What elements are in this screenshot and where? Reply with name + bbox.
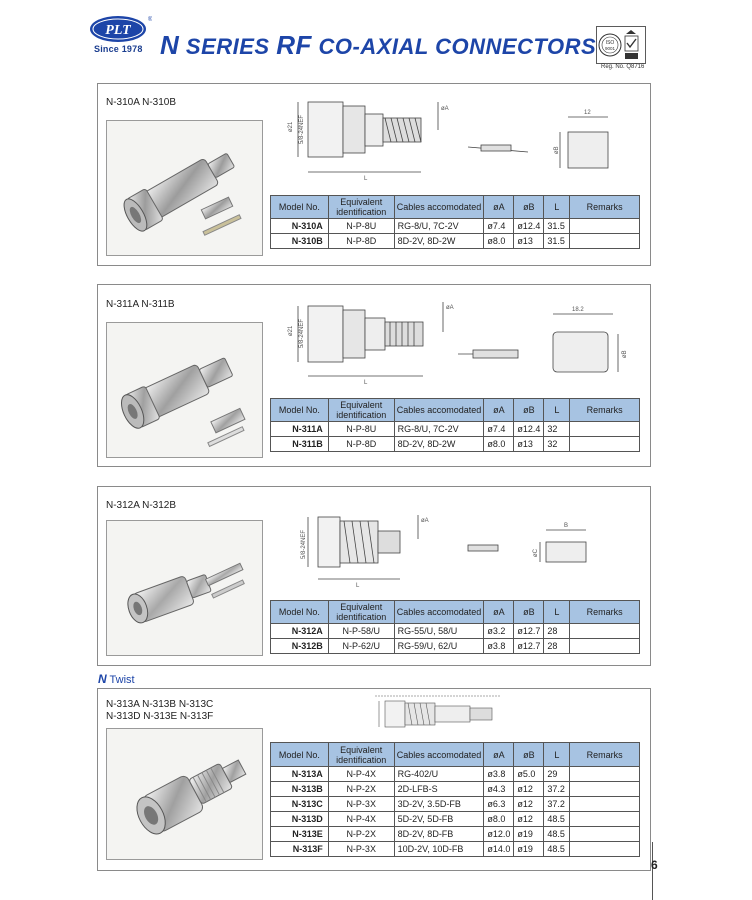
dim-label: 5/8-24NEF: [301, 529, 307, 559]
header-length: L: [544, 399, 570, 422]
cell-l: 48.5: [544, 842, 570, 857]
header-phi-b: øB: [514, 743, 544, 767]
header-remarks: Remarks: [570, 399, 640, 422]
header-remarks: Remarks: [570, 743, 640, 767]
cell-b: ø12.4: [514, 422, 544, 437]
iso-certification-seal-icon: [596, 26, 646, 66]
cell-model: N-310B: [271, 234, 329, 249]
table-row: [271, 639, 640, 654]
cell-l: 48.5: [544, 812, 570, 827]
cell-a: ø3.2: [484, 624, 514, 639]
cell-cables: 8D-2V, 8D-2W: [394, 234, 484, 249]
dim-label: øA: [441, 106, 449, 112]
spec-table: [270, 195, 640, 249]
twist-label: Twist: [109, 674, 135, 686]
table-row: [271, 234, 640, 249]
cell-b: ø5.0: [514, 767, 544, 782]
cell-a: ø12.0: [484, 827, 514, 842]
cell-remarks: [570, 842, 640, 857]
header-remarks: Remarks: [570, 601, 640, 624]
cell-b: ø19: [514, 842, 544, 857]
product-photo: [106, 728, 263, 860]
header-phi-a: øA: [484, 743, 514, 767]
cell-equiv: N-P-4X: [328, 767, 394, 782]
cell-equiv: N-P-3X: [328, 842, 394, 857]
cell-equiv: N-P-2X: [328, 827, 394, 842]
cell-cables: RG-59/U, 62/U: [394, 639, 484, 654]
table-row: [271, 797, 640, 812]
header-cables: Cables accomodated: [394, 743, 484, 767]
dim-label: L: [364, 176, 368, 182]
cell-remarks: [570, 624, 640, 639]
cell-equiv: N-P-62/U: [328, 639, 394, 654]
cell-equiv: N-P-8U: [328, 422, 394, 437]
cell-equiv: N-P-8U: [328, 219, 394, 234]
cell-remarks: [570, 219, 640, 234]
cell-a: ø6.3: [484, 797, 514, 812]
cell-l: 31.5: [544, 219, 570, 234]
cell-a: ø3.8: [484, 767, 514, 782]
cell-model: N-312B: [271, 639, 329, 654]
header-phi-a: øA: [484, 601, 514, 624]
twist-heading: [98, 672, 135, 686]
svg-text:ISO: ISO: [605, 40, 615, 46]
dim-label: L: [364, 380, 368, 386]
cell-equiv: N-P-58/U: [328, 624, 394, 639]
title-rest: CO-AXIAL CONNECTORS: [318, 34, 597, 59]
header-cables: Cables accomodated: [394, 196, 484, 219]
cell-l: 31.5: [544, 234, 570, 249]
cell-l: 28: [544, 624, 570, 639]
cell-b: ø12: [514, 797, 544, 812]
technical-drawing: [278, 92, 638, 187]
page-title: [160, 30, 596, 61]
header-model: Model No.: [271, 196, 329, 219]
cell-equiv: N-P-8D: [328, 437, 394, 452]
table-row: [271, 437, 640, 452]
table-row: [271, 219, 640, 234]
spec-table: [270, 398, 640, 452]
cell-remarks: [570, 422, 640, 437]
registration-number: Reg. No. Q8716: [601, 64, 645, 70]
cell-model: N-313E: [271, 827, 329, 842]
cell-model: N-313C: [271, 797, 329, 812]
cell-b: ø19: [514, 827, 544, 842]
dim-label: L: [356, 583, 360, 589]
table-row: [271, 624, 640, 639]
cell-equiv: N-P-2X: [328, 782, 394, 797]
header-remarks: Remarks: [570, 196, 640, 219]
technical-drawing: [278, 497, 638, 592]
header-phi-a: øA: [484, 399, 514, 422]
title-series: SERIES: [185, 34, 270, 59]
cell-remarks: [570, 782, 640, 797]
dim-label: øB: [622, 350, 628, 358]
product-photo: [106, 120, 263, 256]
cell-model: N-311A: [271, 422, 329, 437]
page-number: 6: [651, 858, 658, 872]
cell-cables: 3D-2V, 3.5D-FB: [394, 797, 484, 812]
cell-remarks: [570, 797, 640, 812]
cell-remarks: [570, 234, 640, 249]
table-row: [271, 827, 640, 842]
title-n: N: [160, 30, 180, 60]
cell-cables: RG-8/U, 7C-2V: [394, 422, 484, 437]
header-phi-b: øB: [514, 399, 544, 422]
cell-model: N-313F: [271, 842, 329, 857]
cell-model: N-312A: [271, 624, 329, 639]
cell-a: ø7.4: [484, 219, 514, 234]
dim-label: ø21: [288, 325, 294, 336]
cell-l: 37.2: [544, 782, 570, 797]
cell-remarks: [570, 812, 640, 827]
header-equivalent: Equivalent identification: [328, 196, 394, 219]
cell-a: ø7.4: [484, 422, 514, 437]
dim-label: B: [564, 523, 569, 529]
section-title: N-312A N-312B: [106, 500, 177, 511]
cell-b: ø12: [514, 812, 544, 827]
cell-l: 29: [544, 767, 570, 782]
header-length: L: [544, 196, 570, 219]
cell-equiv: N-P-8D: [328, 234, 394, 249]
cell-cables: 2D-LFB-S: [394, 782, 484, 797]
section-title-line2: N-313D N-313E N-313F: [106, 711, 214, 722]
cell-a: ø4.3: [484, 782, 514, 797]
technical-drawing: [278, 294, 638, 389]
title-rf: RF: [276, 30, 312, 60]
cell-cables: 8D-2V, 8D-2W: [394, 437, 484, 452]
header-cables: Cables accomodated: [394, 399, 484, 422]
header-length: L: [544, 601, 570, 624]
cell-b: ø13: [514, 234, 544, 249]
cell-cables: 8D-2V, 8D-FB: [394, 827, 484, 842]
cell-remarks: [570, 639, 640, 654]
header-model: Model No.: [271, 601, 329, 624]
twist-n: N: [98, 672, 107, 686]
cell-l: 28: [544, 639, 570, 654]
header-phi-b: øB: [514, 601, 544, 624]
svg-text:9001: 9001: [604, 46, 616, 51]
dim-label: øA: [446, 305, 454, 311]
product-photo: [106, 322, 263, 458]
cell-l: 32: [544, 422, 570, 437]
spec-table: [270, 600, 640, 654]
dim-label: 5/8-24NEF: [299, 318, 305, 348]
header-length: L: [544, 743, 570, 767]
cell-b: ø12: [514, 782, 544, 797]
cell-model: N-310A: [271, 219, 329, 234]
cell-cables: RG-402/U: [394, 767, 484, 782]
cell-a: ø14.0: [484, 842, 514, 857]
cell-a: ø8.0: [484, 234, 514, 249]
cell-cables: RG-8/U, 7C-2V: [394, 219, 484, 234]
dim-label: øA: [421, 518, 429, 524]
plt-logo: [88, 14, 152, 44]
cell-a: ø3.8: [484, 639, 514, 654]
cell-cables: RG-55/U, 58/U: [394, 624, 484, 639]
section-title-line1: N-313A N-313B N-313C: [106, 699, 214, 710]
section-title: N-311A N-311B: [106, 299, 175, 310]
header-phi-b: øB: [514, 196, 544, 219]
header-model: Model No.: [271, 743, 329, 767]
cell-equiv: N-P-4X: [328, 812, 394, 827]
cell-model: N-313D: [271, 812, 329, 827]
cell-model: N-313B: [271, 782, 329, 797]
cell-cables: 5D-2V, 5D-FB: [394, 812, 484, 827]
dim-label: øC: [533, 549, 539, 557]
header-equivalent: Equivalent identification: [328, 743, 394, 767]
since-label: Since 1978: [94, 44, 143, 54]
dim-label: 5/8-24NEF: [299, 114, 305, 144]
cell-b: ø12.7: [514, 624, 544, 639]
section-title: N-310A N-310B: [106, 97, 177, 108]
header-phi-a: øA: [484, 196, 514, 219]
cell-b: ø13: [514, 437, 544, 452]
cell-model: N-313A: [271, 767, 329, 782]
dim-label: øB: [554, 146, 560, 154]
technical-drawing: [370, 693, 510, 733]
logo-text: PLT: [105, 23, 131, 38]
dim-label: ø21: [288, 121, 294, 132]
cell-remarks: [570, 767, 640, 782]
cell-remarks: [570, 827, 640, 842]
table-row: [271, 782, 640, 797]
cell-l: 37.2: [544, 797, 570, 812]
cell-b: ø12.7: [514, 639, 544, 654]
header-cables: Cables accomodated: [394, 601, 484, 624]
cell-cables: 10D-2V, 10D-FB: [394, 842, 484, 857]
spec-table: [270, 742, 640, 857]
product-photo: [106, 520, 263, 656]
header-equivalent: Equivalent identification: [328, 601, 394, 624]
table-row: [271, 812, 640, 827]
cell-a: ø8.0: [484, 437, 514, 452]
dim-label: 12: [584, 110, 591, 116]
cell-b: ø12.4: [514, 219, 544, 234]
cell-equiv: N-P-3X: [328, 797, 394, 812]
cell-l: 32: [544, 437, 570, 452]
cell-model: N-311B: [271, 437, 329, 452]
cell-a: ø8.0: [484, 812, 514, 827]
dim-label: 18.2: [572, 307, 584, 313]
header-equivalent: Equivalent identification: [328, 399, 394, 422]
cell-remarks: [570, 437, 640, 452]
table-row: [271, 422, 640, 437]
header-model: Model No.: [271, 399, 329, 422]
table-row: [271, 842, 640, 857]
table-row: [271, 767, 640, 782]
cell-l: 48.5: [544, 827, 570, 842]
svg-text:®: ®: [148, 17, 152, 23]
